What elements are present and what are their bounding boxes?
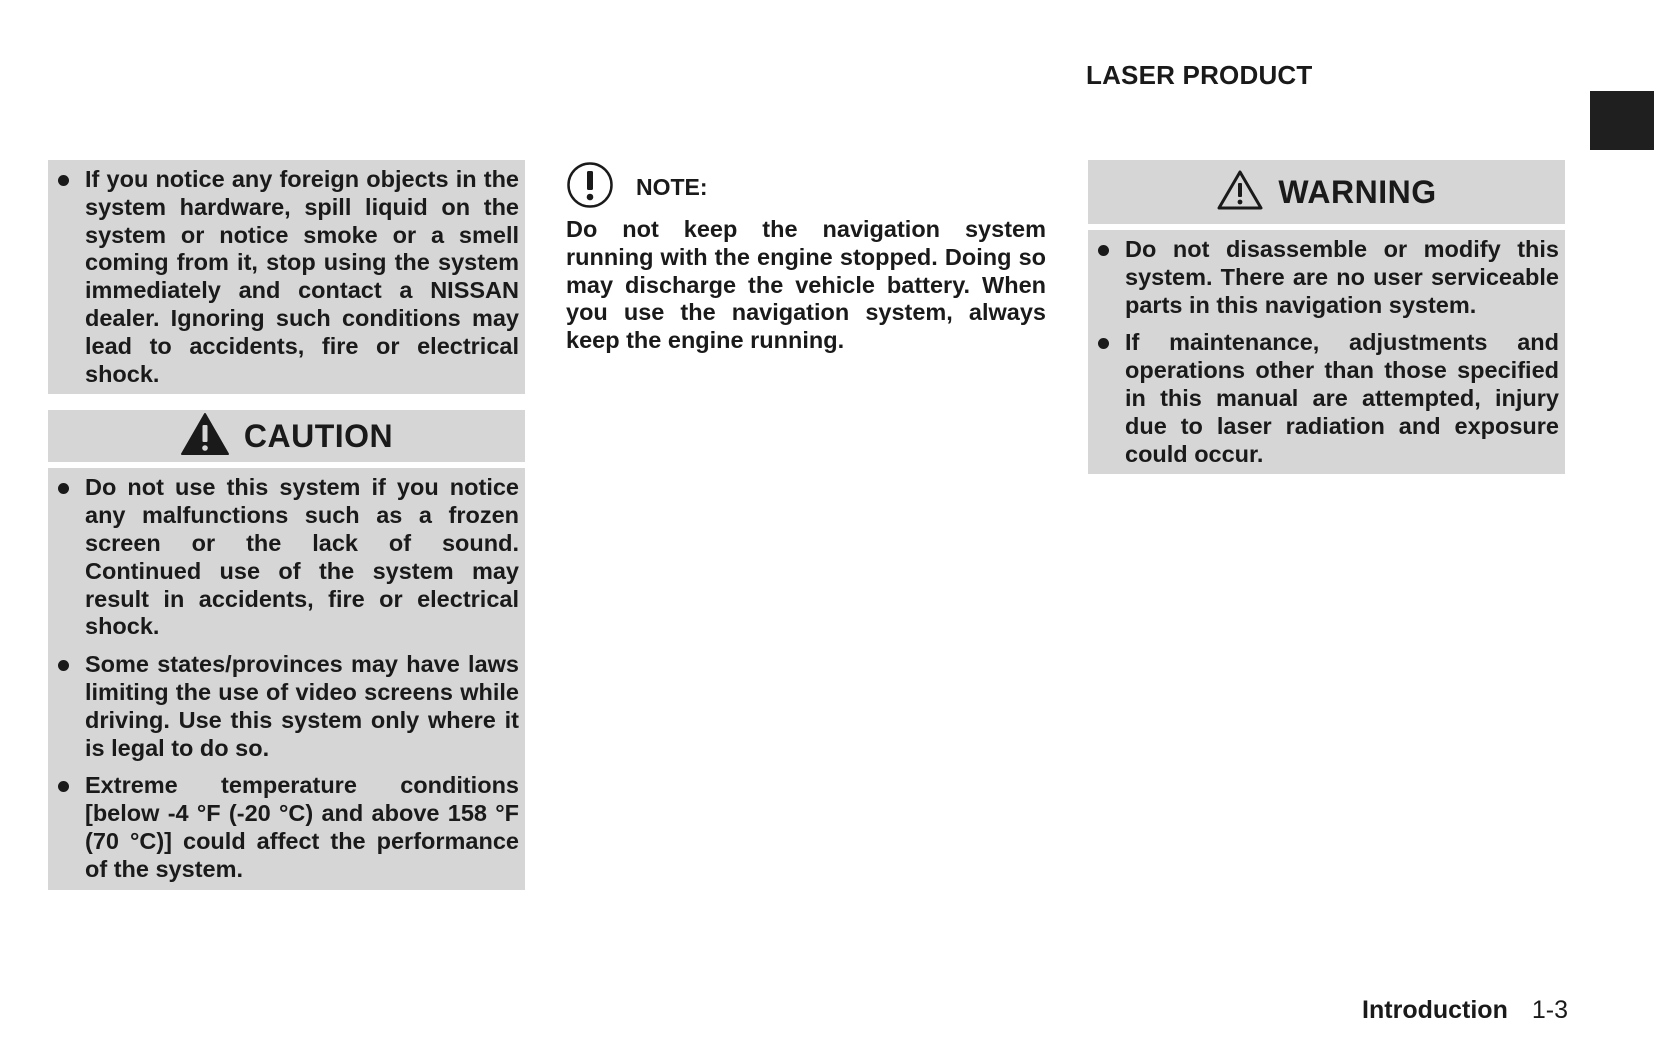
note-header bbox=[566, 160, 1046, 214]
list-item-text: If maintenance, adjustments and operations other than those specified in this manual are attempted, injury due to laser radiation and exposure could occur. bbox=[1125, 329, 1559, 467]
section-title: LASER PRODUCT bbox=[1086, 60, 1313, 90]
caution-triangle-icon bbox=[180, 412, 230, 461]
warning-triangle-icon bbox=[1216, 169, 1264, 216]
list-item bbox=[54, 474, 519, 641]
list-item bbox=[54, 651, 519, 762]
warning-box bbox=[1088, 230, 1565, 474]
exclamation-circle-icon bbox=[566, 161, 614, 214]
footer-chapter: Introduction bbox=[1362, 996, 1508, 1024]
bullet-icon bbox=[58, 781, 69, 792]
list-item bbox=[1094, 329, 1559, 468]
page-footer bbox=[1362, 996, 1568, 1025]
list-item bbox=[1094, 236, 1559, 319]
bullet-icon bbox=[58, 175, 69, 186]
list-item-text: Do not use this system if you notice any malfunctions such as a frozen screen or the lack of sound. Continued use of the system may result in accidents, fire or electrical shock. bbox=[85, 474, 519, 640]
caution-list bbox=[54, 474, 519, 883]
list-item-text: Extreme temperature conditions [below -4 °F (-20 °C) and above 158 °F (70 °C)] could affect the performance of the system. bbox=[85, 772, 519, 882]
caution-heading: CAUTION bbox=[243, 417, 394, 454]
list-item-text: Some states/provinces may have laws limiting the use of video screens while driving. Use this system only where it is legal to do so. bbox=[85, 651, 519, 761]
warning-continuation-box bbox=[48, 160, 525, 394]
bullet-icon bbox=[1098, 245, 1109, 256]
bullet-icon bbox=[1098, 338, 1109, 349]
page-number: 1-3 bbox=[1531, 996, 1568, 1024]
list-item-text: If you notice any foreign objects in the system hardware, spill liquid on the system or notice smoke or a smell coming from it, stop using the system immediately and contact a NISSAN dealer. Ignoring such conditions may lead to accidents, fire or electrical shock. bbox=[85, 166, 519, 387]
bullet-icon bbox=[58, 660, 69, 671]
warning-list bbox=[1094, 236, 1559, 468]
warning-continuation-list bbox=[54, 166, 519, 388]
middle-column bbox=[566, 160, 1046, 355]
caution-header bbox=[48, 410, 525, 462]
left-column bbox=[48, 160, 525, 890]
note-body: Do not keep the navigation system running with the engine stopped. Doing so may discharge the vehicle battery. When you use the navigation system, always keep the engine running. bbox=[566, 216, 1046, 354]
caution-box bbox=[48, 468, 525, 889]
list-item bbox=[54, 772, 519, 883]
list-item-text: Do not disassemble or modify this system. There are no user serviceable parts in this navigation system. bbox=[1125, 236, 1559, 318]
warning-heading: WARNING bbox=[1278, 173, 1437, 210]
warning-header bbox=[1088, 160, 1565, 224]
list-item bbox=[54, 166, 519, 388]
chapter-thumb-tab bbox=[1590, 91, 1654, 150]
bullet-icon bbox=[58, 483, 69, 494]
right-column bbox=[1088, 160, 1565, 474]
note-label: NOTE: bbox=[636, 173, 708, 200]
